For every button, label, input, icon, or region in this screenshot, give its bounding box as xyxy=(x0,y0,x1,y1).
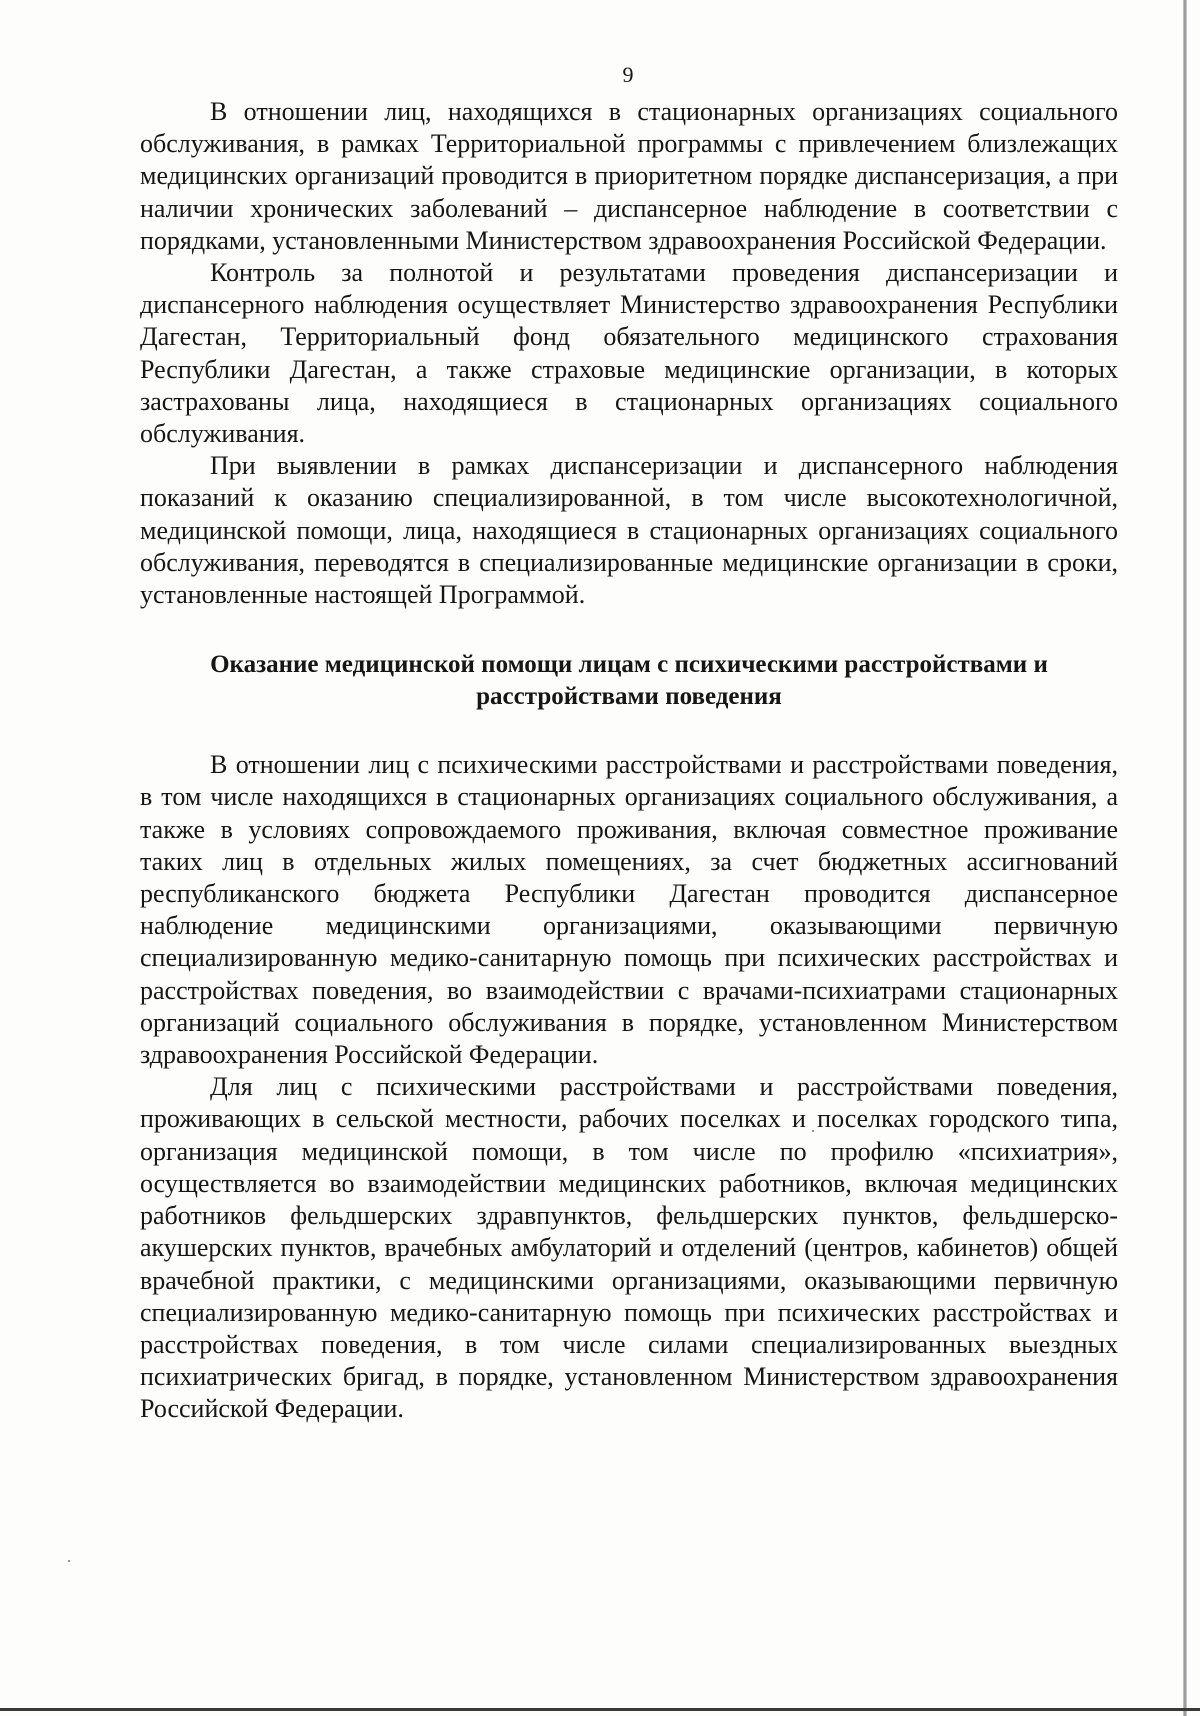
paragraph-mental-disorders: В отношении лиц с психическими расстройствами и расстройствами поведения, в том числе находящихся в стационарных организациях социального обслуживания, а также в условиях сопровождаемого проживания, включая совместное проживание таких лиц в отдельных жилых помещениях, за счет бюджетных ассигнований республиканского бюджета Республики Дагестан проводится диспансерное наблюдение медицинскими организациями, оказывающими первичную специализированную медико-санитарную помощь при психических расстройствах и расстройствах поведения, во взаимодействии с врачами-психиатрами стационарных организаций социального обслуживания в порядке, установленном Министерством здравоохранения Российской Федерации. xyxy=(140,750,1118,1070)
paragraph-rural-areas: Для лиц с психическими расстройствами и расстройствами поведения, проживающих в сельской местности, рабочих поселках и поселках городского типа, организация медицинской помощи, в том числе по профилю «психиатрия», осуществляется во взаимодействии медицинских работников, включая медицинских работников фельдшерских здравпунктов, фельдшерских пунктов, фельдшерско-акушерских пунктов, врачебных амбулаторий и отделений (центров, кабинетов) общей врачебной практики, с медицинскими организациями, оказывающими первичную специализированную медико-санитарную помощь при психических расстройствах и расстройствах поведения, в том числе силами специализированных выездных психиатрических бригад, в порядке, установленном Министерством здравоохранения Российской Федерации. xyxy=(140,1072,1118,1424)
document-body xyxy=(140,96,1118,1426)
scan-right-edge xyxy=(1183,0,1187,1716)
section-heading: Оказание медицинской помощи лицам с психическими расстройствами и расстройствами поведения xyxy=(210,651,1048,711)
paragraph-specialized-care: При выявлении в рамках диспансеризации и диспансерного наблюдения показаний к оказанию специализированной, в том числе высокотехнологичной, медицинской помощи, лица, находящиеся в стационарных организациях социального обслуживания, переводятся в специализированные медицинские организации в сроки, установленные настоящей Программой. xyxy=(140,451,1118,610)
scan-speck xyxy=(68,1560,70,1562)
paragraph-dispensary-social: В отношении лиц, находящихся в стационарных организациях социального обслуживания, в рамках Территориальной программы с привлечением близлежащих медицинских организаций проводится в приоритетном порядке диспансеризация, а при наличии хронических заболеваний – диспансерное наблюдение в соответствии с порядками, установленными Министерством здравоохранения Российской Федерации. xyxy=(140,97,1118,255)
scan-bottom-edge xyxy=(0,1708,1200,1711)
page-number: 9 xyxy=(622,62,634,87)
paragraph-control: Контроль за полнотой и результатами проведения диспансеризации и диспансерного наблюдения осуществляет Министерство здравоохранения Республики Дагестан, Территориальный фонд обязательного медицинского страхования Республики Дагестан, а также страховые медицинские организации, в которых застрахованы лица, находящиеся в стационарных организациях социального обслуживания. xyxy=(140,258,1118,449)
